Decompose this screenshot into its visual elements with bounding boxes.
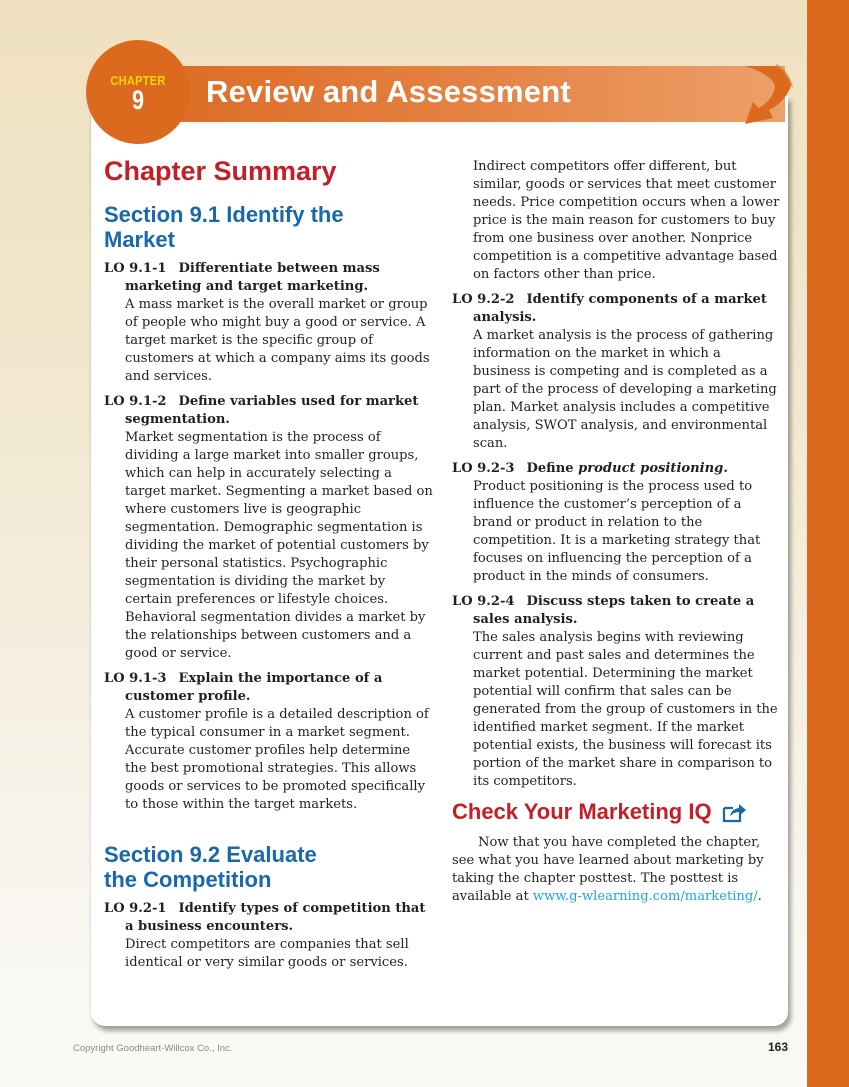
chapter-number: 9 [131,85,145,115]
objective-heading: Explain the importance of a customer profile. [125,671,383,704]
left-column [104,154,434,979]
objective-code: LO 9.1-1 [104,261,167,276]
learning-objective [104,670,434,814]
page-number: 163 [768,1040,789,1054]
side-edge-strip [807,0,849,1087]
right-column [452,158,782,906]
objective-body: A customer profile is a detailed description of the typical consumer in a market segment. Accurate customer profiles help determine the best promotional strategies. This allows goods or services to be promoted specifically to those within the target markets. [125,707,429,812]
objective-heading: Discuss steps taken to create a sales analysis. [473,594,755,627]
page-curl-decoration [745,64,795,126]
objective-heading: Define [526,461,579,476]
objective-body: The sales analysis begins with reviewing current and past sales and determines the market potential. Determining the market potential will confirm that sales can be generated from the group of customers in the identified market segment. If the market potential exists, the business will forecast its portion of the market share in comparison to its competitors. [473,630,778,789]
objective-body: Market segmentation is the process of dividing a large market into smaller groups, which can help in accurately selecting a target market. Segmenting a market based on where customers live is geographic segmentation. Demographic segmentation is dividing the market of potential customers by their personal statistics. Psychographic segmentation is dividing the market by certain preferences or lifestyle choices. Behavioral segmentation divides a market by the relationships between customers and a good or service. [125,430,433,661]
chapter-badge [86,40,190,144]
objective-body: Product positioning is the process used to influence the customer’s perception of a brand or product in relation to the competition. It is a marketing strategy that focuses on influencing the perception of a product in the minds of consumers. [473,479,761,584]
check-iq-text: Now that you have completed the chapter, see what you have learned about marketing by taking the chapter posttest. The posttest is available at www.g-wlearning.com/marketing/. [452,835,764,904]
objective-code: LO 9.2-1 [104,901,167,916]
objective-body: Direct competitors are companies that sell identical or very similar goods or services. [125,937,409,970]
posttest-link[interactable]: www.g-wlearning.com/marketing/ [532,889,758,904]
page-title: Review and Assessment [206,74,571,109]
learning-objective [104,393,434,663]
objective-heading: Define variables used for market segmentation. [125,394,419,427]
objective-heading-italic: product positioning. [578,461,728,476]
learning-objective [104,900,434,972]
objective-body: Indirect competitors offer different, but similar, goods or services that meet customer needs. Price competition occurs when a lower price is the main reason for customers to buy from one business over another. Nonprice competition is a competitive advantage based on factors other than price. [473,159,780,282]
objective-heading: Identify types of competition that a business encounters. [125,901,426,934]
objective-code: LO 9.1-2 [104,394,167,409]
objective-code: LO 9.2-4 [452,594,515,609]
chapter-label: CHAPTER [110,73,166,88]
objective-code: LO 9.1-3 [104,671,167,686]
check-iq-title: Check Your Marketing IQ [452,799,712,824]
learning-objective [452,291,782,453]
objective-code: LO 9.2-2 [452,292,515,307]
learning-objective [452,593,782,791]
external-link-icon[interactable] [722,801,746,823]
objective-body: A mass market is the overall market or group of people who might buy a good or service. A target market is the specific group of customers at which a company aims its goods and services. [125,297,430,384]
objective-body: A market analysis is the process of gathering information on the market in which a business is competing and is completed as a part of the process of developing a marketing plan. Market analysis includes a competitive analysis, SWOT analysis, and environmental scan. [473,328,777,451]
section-heading: Section 9.1 Identify the Market [104,202,344,252]
objective-heading: Differentiate between mass marketing and target marketing. [125,261,380,294]
learning-objective-continued [452,158,782,284]
chapter-summary-heading: Chapter Summary [104,156,337,186]
learning-objective [452,460,782,586]
objective-code: LO 9.2-3 [452,461,515,476]
learning-objective [104,260,434,386]
objective-heading: Identify components of a market analysis. [473,292,767,325]
check-iq-heading [452,798,782,826]
copyright-text: Copyright Goodheart-Willcox Co., Inc. [73,1043,233,1054]
section-heading: Section 9.2 Evaluate the Competition [104,842,317,892]
